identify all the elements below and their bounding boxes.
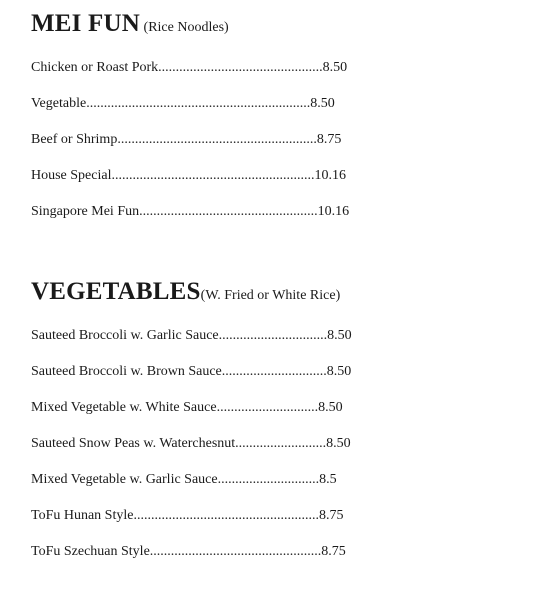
menu-item-broccoli-brown-sauce: Sauteed Broccoli w. Brown Sauce..............................8.50: [31, 364, 352, 379]
mei-fun-subtitle: (Rice Noodles): [140, 20, 229, 35]
vegetables-title: VEGETABLES: [31, 278, 201, 305]
menu-item-singapore-mei-fun: Singapore Mei Fun...................................................10.16: [31, 204, 350, 219]
menu-item-tofu-szechuan-style: ToFu Szechuan Style.................................................8.75: [31, 544, 346, 559]
mei-fun-section: [31, 10, 350, 219]
menu-item-chicken-or-roast-pork: Chicken or Roast Pork...............................................8.50: [31, 60, 348, 75]
vegetables-heading: [31, 279, 340, 304]
menu-item-mixed-vegetable-white-sauce: Mixed Vegetable w. White Sauce.............................8.50: [31, 400, 343, 415]
vegetables-subtitle: (W. Fried or White Rice): [200, 288, 341, 303]
menu-item-tofu-hunan-style: ToFu Hunan Style.....................................................8.75: [31, 508, 344, 523]
vegetables-section: [31, 278, 352, 559]
menu-item-snow-peas-waterchesnut: Sauteed Snow Peas w. Waterchesnut..........................8.50: [31, 436, 351, 451]
menu-item-vegetable: Vegetable................................................................8.50: [31, 96, 335, 111]
mei-fun-heading: [31, 11, 229, 36]
menu-item-house-special: House Special..........................................................10.16: [31, 168, 346, 183]
menu-item-broccoli-garlic-sauce: Sauteed Broccoli w. Garlic Sauce...............................8.50: [31, 328, 352, 343]
menu-item-beef-or-shrimp: Beef or Shrimp.........................................................8.75: [31, 132, 342, 147]
mei-fun-title: MEI FUN: [31, 10, 141, 37]
menu-item-mixed-vegetable-garlic-sauce: Mixed Vegetable w. Garlic Sauce.............................8.5: [31, 472, 337, 487]
